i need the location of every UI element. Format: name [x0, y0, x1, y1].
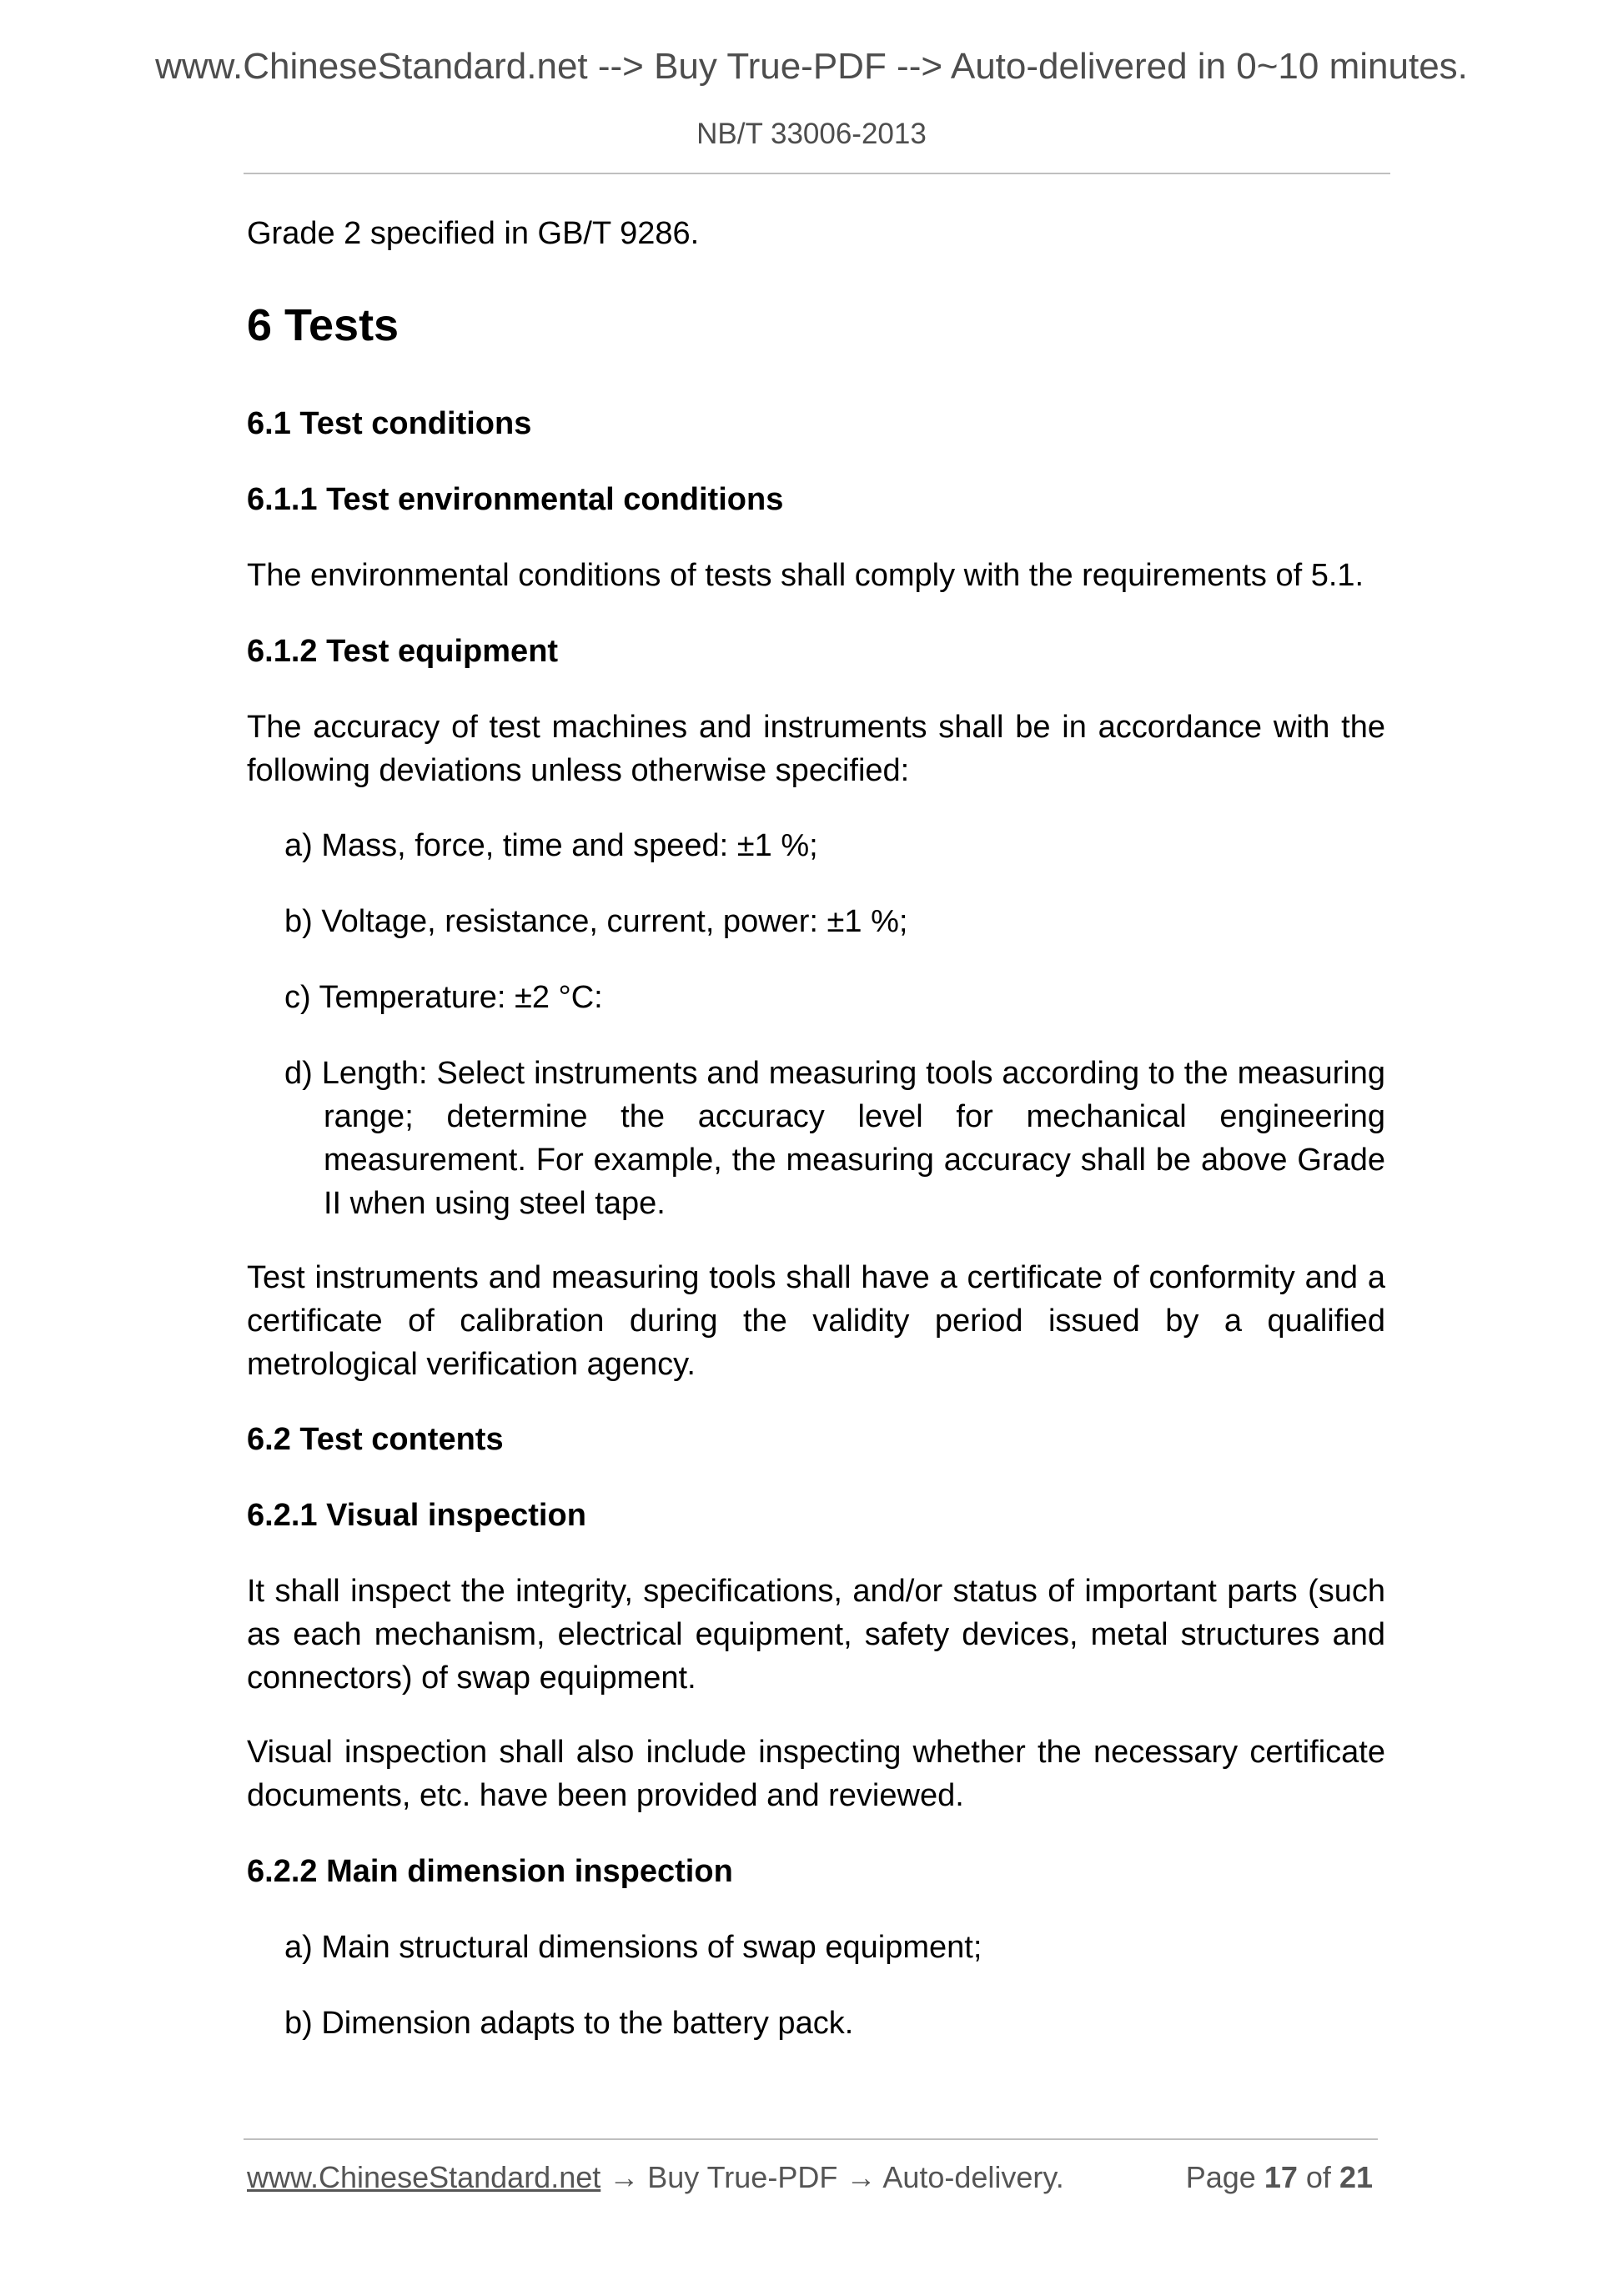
section-6-1-2-heading: 6.1.2 Test equipment: [247, 634, 559, 669]
list-item: b) Dimension adapts to the battery pack.: [284, 2006, 854, 2041]
standard-number: NB/T 33006-2013: [696, 118, 927, 150]
section-6-1-1-paragraph: The environmental conditions of tests shall comply with the requirements of 5.1.: [247, 558, 1364, 593]
list-item: a) Mass, force, time and speed: ±1 %;: [284, 828, 818, 863]
header-banner: www.ChineseStandard.net --> Buy True-PDF --> Auto-delivered in 0~10 minutes.: [155, 46, 1468, 87]
footer-divider: [244, 2138, 1378, 2140]
section-6-1-1-heading: 6.1.1 Test environmental conditions: [247, 482, 784, 517]
list-item: c) Temperature: ±2 °C:: [284, 980, 603, 1015]
page-word: Page: [1185, 2160, 1256, 2194]
section-6-2-heading: 6.2 Test contents: [247, 1422, 504, 1457]
section-6-2-1-paragraph: Visual inspection shall also include inspecting whether the necessary certificate documents, etc. have been provided and reviewed.: [247, 1735, 1385, 1813]
page-footer: [247, 2157, 1378, 2198]
page-total-number: 21: [1339, 2160, 1373, 2194]
footer-tagline: → Buy True-PDF → Auto-delivery.: [600, 2160, 1064, 2194]
section-6-2-1-paragraph: It shall inspect the integrity, specifications, and/or status of important parts (such as each mechanism, electrical equipment, safety devices, metal structures and connectors) of swap equipment.: [247, 1574, 1385, 1696]
section-6-1-2-intro: The accuracy of test machines and instruments shall be in accordance with the following deviations unless otherwise specified:: [247, 710, 1385, 788]
section-6-2-1-heading: 6.2.1 Visual inspection: [247, 1498, 586, 1533]
section-6-heading: 6 Tests: [247, 300, 399, 350]
section-6-1-heading: 6.1 Test conditions: [247, 406, 532, 441]
list-item: b) Voltage, resistance, current, power: ±1 %;: [284, 904, 908, 939]
continued-paragraph: Grade 2 specified in GB/T 9286.: [247, 216, 700, 251]
section-6-2-2-heading: 6.2.2 Main dimension inspection: [247, 1854, 733, 1889]
of-word: of: [1305, 2160, 1331, 2194]
page-indicator: [1186, 2157, 1373, 2198]
list-item: d) Length: Select instruments and measuring tools according to the measuring range; determine the accuracy level for mechanical engineering measurement. For example, the measuring accuracy shall be above Grade II when using steel tape.: [284, 1056, 1385, 1221]
section-6-1-2-closing: Test instruments and measuring tools shall have a certificate of conformity and a certificate of calibration during the validity period issued by a qualified metrological verification agency.: [247, 1260, 1385, 1382]
list-item: a) Main structural dimensions of swap equipment;: [284, 1930, 982, 1965]
page-current-number: 17: [1264, 2160, 1298, 2194]
footer-site-link[interactable]: www.ChineseStandard.net: [247, 2160, 601, 2194]
